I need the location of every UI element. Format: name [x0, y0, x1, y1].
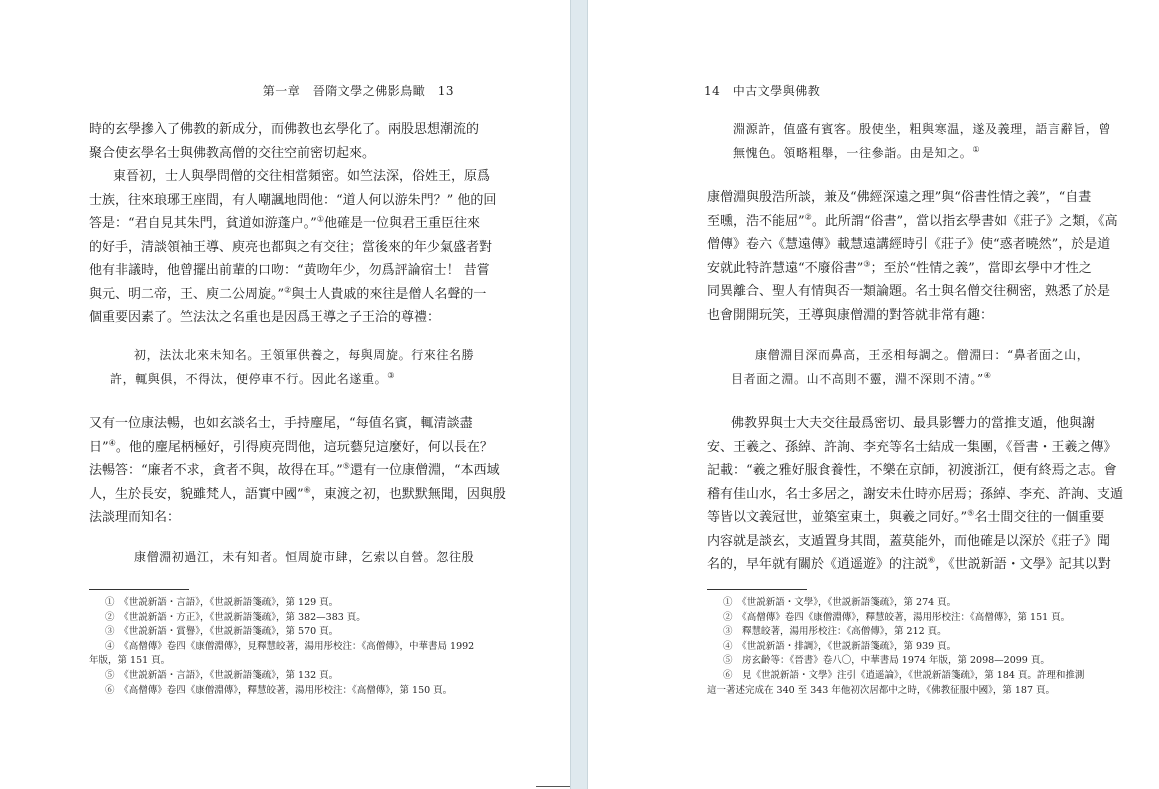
footnote-ref[interactable]: ④	[983, 371, 992, 380]
text-line: 記載：“羲之雅好服食養性，不樂在京師，初渡浙江，便有終焉之志。會	[707, 463, 1117, 478]
quote-line: 許，輒與俱，不得汰，便停車不行。因此名遂重。③	[110, 371, 395, 386]
right-page	[588, 0, 1159, 789]
text-line: 僧傳》卷六《慧遠傳》載慧遠講經時引《莊子》使“惑者曉然”，於是道	[707, 237, 1111, 252]
text-line: 安、王羲之、孫綽、許詢、李充等名士結成一集團，《晉書・王羲之傳》	[707, 439, 1117, 455]
text-line: 與元、明二帝，王、庾二公周旋。”②與士人貴戚的來往是僧人名聲的一	[89, 285, 487, 302]
footnote-ref[interactable]: ③	[387, 371, 395, 380]
text-line: 内容就是談玄，支遁置身其間，蓋莫能外，而他確是以深於《莊子》聞	[707, 533, 1111, 549]
footnote: ⑥ 《高僧傳》卷四《康僧淵傳》，釋慧皎著，湯用彤校注：《高僧傳》，第 150 頁。	[105, 684, 453, 696]
footnote: 這一著述完成在 340 至 343 年他初次居都中之時，《佛教征服中國》，第 187 頁。	[707, 684, 1056, 696]
footnote: ⑤ 《世説新語・言語》，《世説新語箋疏》，第 132 頁。	[105, 669, 339, 681]
footnotes	[89, 596, 474, 698]
text-line: 康僧淵與殷浩所談，兼及“佛經深遠之理”與“俗書性情之義”，“自晝	[707, 190, 1092, 205]
text-line: 至曛，浩不能屈”②。此所謂“俗書”，當以指玄學書如《莊子》之類，《高	[707, 212, 1118, 229]
footnote: ③ 釋慧皎著，湯用彤校注：《高僧傳》，第 212 頁。	[723, 626, 947, 638]
footnote-ref[interactable]: ⑤	[342, 461, 350, 471]
page-edge-mark	[536, 786, 570, 787]
text-line: 東晉初，士人與學問僧的交往相當頻密。如竺法深，俗姓王，原爲	[113, 169, 491, 184]
footnote: ③ 《世説新語・賞譽》，《世説新語箋疏》，第 570 頁。	[105, 626, 339, 638]
footnote-ref[interactable]: ③	[863, 259, 871, 269]
text-line: 聚合使玄學名士與佛教高僧的交往空前密切起來。	[89, 145, 376, 161]
text-line: 個重要因素了。竺法汰之名重也是因爲王導之子王洽的尊禮：	[89, 310, 441, 325]
paragraph	[707, 412, 1123, 577]
footnote-ref[interactable]: ①	[316, 214, 324, 224]
text-line: 他有非議時，他曾擺出前輩的口吻：“黄吻年少，勿爲評論宿士！ 昔嘗	[89, 263, 490, 278]
footnote-ref[interactable]: ②	[284, 285, 292, 295]
footnote-ref[interactable]: ⑤	[967, 508, 975, 518]
footnote: ② 《高僧傳》卷四《康僧淵傳》，釋慧皎著，湯用彤校注：《高僧傳》，第 151 頁。	[723, 611, 1071, 623]
text-line: 安就此特許慧遠“不廢俗書”③；至於“性情之義”，當即玄學中才性之	[707, 259, 1092, 276]
text-line: 士族，往來琅琊王座間，有人嘲諷地問他：“道人何以游朱門？” 他的回	[89, 192, 497, 208]
footnote-ref[interactable]: ①	[972, 145, 981, 154]
footnote: ② 《世説新語・方正》，《世説新語箋疏》，第 382—383 頁。	[105, 611, 366, 623]
block-quote	[134, 545, 474, 569]
footnote: ① 《世説新語・言語》，《世説新語箋疏》，第 129 頁。	[105, 597, 339, 608]
block-quote	[731, 343, 1090, 391]
footnote: ④ 《高僧傳》卷四《康僧淵傳》，見釋慧皎著，湯用彤校注：《高僧傳》，中華書局 1992	[105, 640, 475, 652]
text-line: 等皆以文義冠世，並築室東土，與羲之同好。”⑤名士間交往的一個重要	[707, 508, 1105, 525]
text-line: 法暢答：“廉者不求，貪者不與，故得在耳。”⑤還有一位康僧淵，“本西域	[89, 461, 500, 478]
footnote-ref[interactable]: ④	[108, 438, 116, 448]
text-line: 答是：“君自見其朱門，貧道如游蓬户。”①他確是一位與君王重臣往來	[89, 214, 480, 231]
footnote-rule	[89, 589, 189, 590]
quote-line: 康僧淵目深而鼻高，王丞相每調之。僧淵曰：“鼻者面之山，	[755, 348, 1090, 362]
quote-line: 初，法汰北來未知名。王領軍供養之，每與周旋。行來往名勝	[134, 348, 475, 362]
quote-line: 康僧淵初過江，未有知者。恒周旋市肆，乞索以自營。忽往殷	[134, 550, 475, 564]
footnote: ④ 《世説新語・排調》，《世説新語箋疏》，第 939 頁。	[723, 640, 957, 652]
text-line: 的好手，清談領袖王導、庾亮也都與之有交往；當後來的年少氣盛者對	[89, 239, 493, 255]
footnote: 年版，第 151 頁。	[89, 655, 171, 667]
paragraph	[89, 118, 479, 165]
left-page	[0, 0, 570, 789]
quote-line: 淵源許，值盛有賓客。殷使坐，粗與寒温，遂及義理，語言辭旨，曾	[733, 122, 1112, 136]
paragraph	[707, 186, 1118, 327]
running-header-left: 第一章 晉隋文學之佛影鳥瞰 13	[262, 84, 454, 98]
footnote: ① 《世説新語・文學》，《世説新語箋疏》，第 274 頁。	[723, 597, 957, 608]
quote-line: 目者面之淵。山不高則不靈，淵不深則不清。”④	[731, 371, 992, 386]
paragraph	[89, 412, 506, 530]
text-line: 時的玄學摻入了佛教的新成分，而佛教也玄學化了。兩股思想潮流的	[89, 122, 480, 137]
text-line: 也會開開玩笑，王導與康僧淵的對答就非常有趣：	[707, 307, 994, 323]
block-quote	[733, 117, 1111, 165]
block-quote	[110, 343, 475, 391]
book-gutter	[570, 0, 588, 789]
footnote-ref[interactable]: ②	[804, 212, 812, 222]
quote-line: 無愧色。領略粗舉，一往參詣。由是知之。①	[733, 145, 981, 160]
text-line: 日”④。他的麈尾柄極好，引得庾亮問他，這玩藝兒這麼好，何以長在？	[89, 438, 493, 455]
footnotes	[707, 596, 1084, 698]
text-line: 佛教界與士大夫交往最爲密切、最具影響力的當推支遁，他與謝	[731, 416, 1096, 431]
footnote: ⑥ 見《世説新語・文學》注引《逍遥論》，《世説新語箋疏》，第 184 頁。許理和推測	[723, 669, 1085, 681]
text-line: 名的，早年就有關於《逍遥遊》的注説⑥，《世説新語・文學》記其以對	[707, 555, 1111, 572]
footnote-ref[interactable]: ⑥	[928, 555, 936, 565]
text-line: 同異離合、聖人有情與否一類論題。名士與名僧交往稠密，熟悉了於是	[707, 284, 1111, 299]
text-line: 稽有佳山水，名士多居之，謝安未仕時亦居焉；孫綽、李充、許詢、支遁	[707, 486, 1124, 502]
running-header-right: 14 中古文學與佛教	[704, 84, 821, 98]
footnote-rule	[707, 589, 807, 590]
footnote-ref[interactable]: ⑥	[303, 485, 311, 495]
text-line: 法談理而知名：	[89, 510, 181, 525]
paragraph	[89, 165, 496, 330]
text-line: 人，生於長安，貌雖梵人，語實中國”⑥，東渡之初，也默默無聞，因與殷	[89, 485, 506, 502]
footnote: ⑤ 房玄齡等：《晉書》卷八〇，中華書局 1974 年版，第 2098—2099 頁。	[723, 655, 1050, 667]
text-line: 又有一位康法暢，也如玄談名士，手持麈尾，“每值名賓，輒清談盡	[89, 416, 473, 431]
